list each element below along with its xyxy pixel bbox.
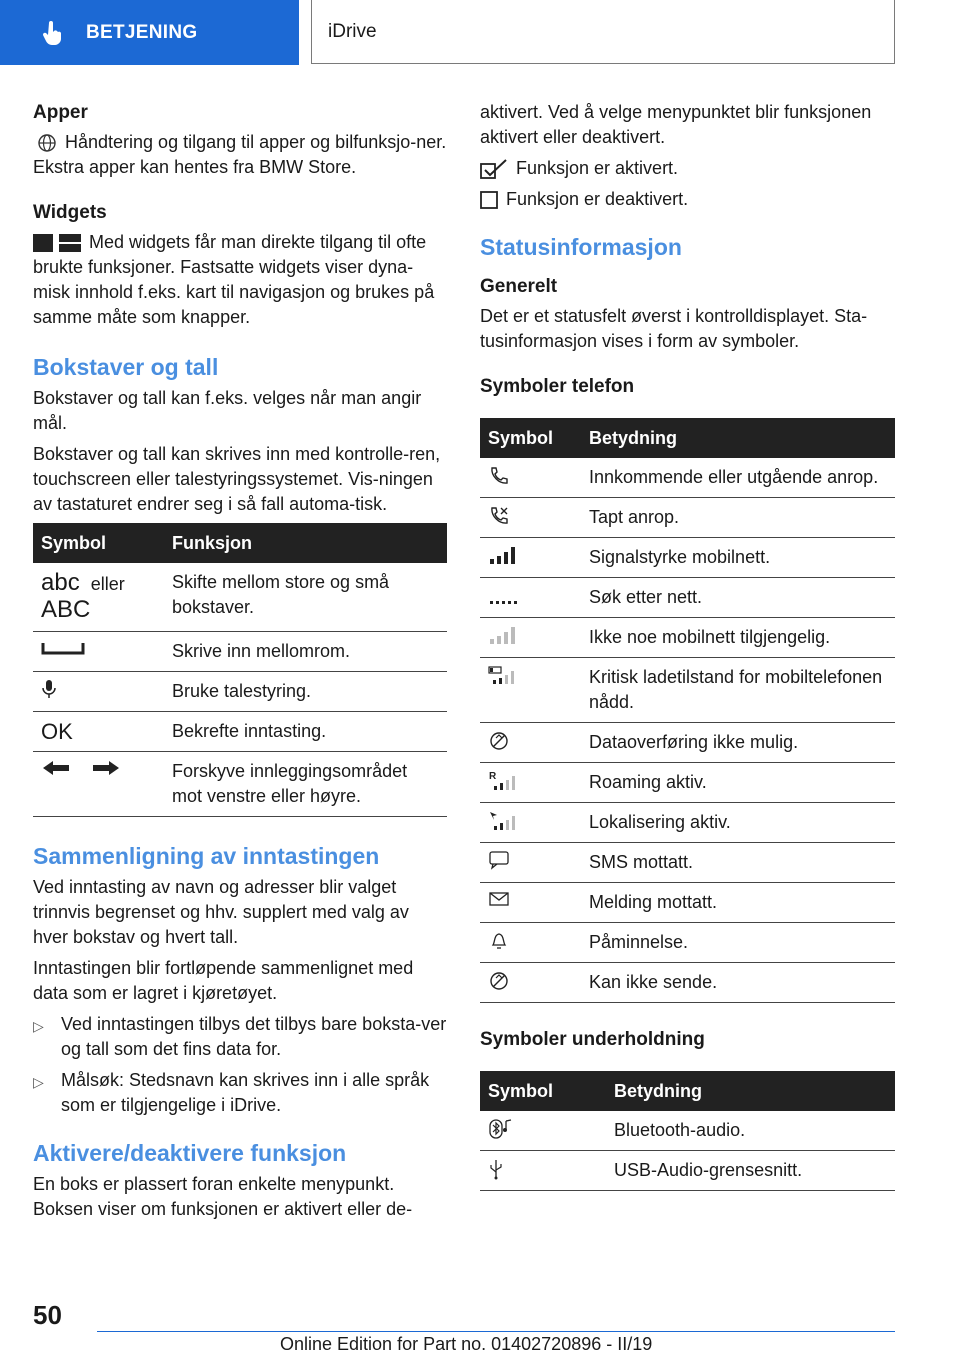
row-text: Bruke talestyring. bbox=[164, 672, 447, 712]
row-text: Forskyve innleggingsområdet mot venstre eller høyre. bbox=[164, 752, 447, 817]
phone-symbols-table bbox=[480, 418, 895, 1003]
general-paragraph: Det er et statusfelt øverst i kontrolldisplayet. Sta-tusinformasjon vises i form av symboler. bbox=[480, 306, 868, 351]
col-symbol: Symbol bbox=[33, 523, 164, 563]
checkbox-checked-icon bbox=[480, 159, 508, 179]
inactive-line: Funksjon er deaktivert. bbox=[480, 187, 895, 212]
activate-heading: Aktivere/deaktivere funksjon bbox=[33, 1140, 347, 1166]
bluetooth-audio-icon bbox=[488, 1118, 514, 1140]
send-failed-icon bbox=[488, 970, 510, 992]
row-text: Skifte mellom store og små bokstaver. bbox=[164, 563, 447, 632]
table-row: Innkommende eller utgående anrop. bbox=[480, 458, 895, 498]
apps-globe-icon bbox=[37, 133, 57, 153]
low-battery-icon bbox=[488, 665, 520, 685]
table-row: Bluetooth-audio. bbox=[480, 1111, 895, 1151]
right-column bbox=[480, 100, 895, 1191]
triangle-bullet-icon: ▷ bbox=[33, 1018, 44, 1034]
page-number: 50 bbox=[33, 1300, 62, 1330]
widgets-icon bbox=[33, 234, 81, 252]
widgets-paragraph: Med widgets får man direkte tilgang til ofte brukte funksjoner. Fastsatte widgets viser dyna-misk innhold f.eks. kart til navigasjon og brukes på samme måte som knapper. bbox=[33, 232, 435, 327]
sms-icon bbox=[488, 850, 510, 870]
table-row: Kritisk ladetilstand for mobiltelefonen nådd. bbox=[480, 658, 895, 723]
table-row bbox=[33, 672, 447, 712]
triangle-bullet-icon: ▷ bbox=[33, 1074, 44, 1090]
envelope-icon bbox=[488, 890, 510, 908]
table-row: Dataoverføring ikke mulig. bbox=[480, 723, 895, 763]
checkbox-empty-icon bbox=[480, 191, 498, 209]
bell-icon bbox=[488, 930, 510, 950]
compare-p1: Ved inntasting av navn og adresser blir valget trinnvis begrenset og hhv. supplert med valg av hver bokstav og hvert tall. bbox=[33, 877, 409, 947]
table-row bbox=[33, 712, 447, 752]
row-text: Bekrefte inntasting. bbox=[164, 712, 447, 752]
active-line: Funksjon er aktivert. bbox=[480, 156, 895, 181]
col-meaning: Betydning bbox=[581, 418, 895, 458]
chapter-box bbox=[311, 0, 895, 64]
phone-call-icon bbox=[488, 465, 510, 487]
letters-p1: Bokstaver og tall kan f.eks. velges når man angir mål. bbox=[33, 388, 422, 433]
no-network-icon bbox=[488, 625, 518, 645]
row-text: Skrive inn mellomrom. bbox=[164, 632, 447, 672]
table-row bbox=[33, 752, 447, 817]
table-row: Melding mottatt. bbox=[480, 883, 895, 923]
footer-edition: Online Edition for Part no. 01402720896 - II/19 bbox=[280, 1334, 653, 1354]
general-heading: Generelt bbox=[480, 276, 558, 297]
arrow-left-right-icon bbox=[41, 759, 121, 777]
letters-heading: Bokstaver og tall bbox=[33, 354, 219, 380]
entertainment-symbols-table bbox=[480, 1071, 895, 1191]
entertainment-heading: Symboler underholdning bbox=[480, 1029, 705, 1050]
col-symbol: Symbol bbox=[480, 1071, 606, 1111]
table-row: Signalstyrke mobilnett. bbox=[480, 538, 895, 578]
missed-call-icon bbox=[488, 505, 510, 527]
signal-strength-icon bbox=[488, 545, 518, 565]
table-row: Tapt anrop. bbox=[480, 498, 895, 538]
letters-table bbox=[33, 523, 447, 817]
widgets-heading: Widgets bbox=[33, 202, 107, 223]
footer-divider bbox=[97, 1331, 895, 1332]
ok-icon: OK bbox=[33, 712, 164, 752]
apps-heading: Apper bbox=[33, 102, 88, 123]
left-column bbox=[33, 100, 447, 1228]
table-row: Lokalisering aktiv. bbox=[480, 803, 895, 843]
table-row bbox=[33, 632, 447, 672]
list-item: ▷ Ved inntastingen tilbys det tilbys bare boksta-ver og tall som det fins data for. bbox=[33, 1012, 447, 1062]
col-function: Funksjon bbox=[164, 523, 447, 563]
chapter-title: iDrive bbox=[328, 20, 377, 42]
svg-text:R: R bbox=[489, 771, 497, 782]
status-heading: Statusinformasjon bbox=[480, 234, 682, 260]
table-row: Søk etter nett. bbox=[480, 578, 895, 618]
section-title: BETJENING bbox=[86, 21, 198, 43]
table-row bbox=[33, 563, 447, 632]
activate-paragraph: En boks er plassert foran enkelte menypunkt. Boksen viser om funksjonen er aktivert eller de- bbox=[33, 1174, 413, 1219]
network-search-icon bbox=[488, 585, 518, 605]
abc-icon: abc eller ABC bbox=[33, 563, 164, 632]
microphone-icon bbox=[41, 679, 57, 699]
table-row: R Roaming aktiv. bbox=[480, 763, 895, 803]
compare-p2: Inntastingen blir fortløpende sammenlignet med data som er lagret i kjøretøyet. bbox=[33, 958, 414, 1003]
continued-paragraph: aktivert. Ved å velge menypunktet blir funksjonen aktivert eller deaktivert. bbox=[480, 102, 872, 147]
table-row: SMS mottatt. bbox=[480, 843, 895, 883]
location-icon bbox=[488, 810, 520, 832]
roaming-icon bbox=[488, 770, 520, 792]
list-item: ▷ Målsøk: Stedsnavn kan skrives inn i alle språk som er tilgjengelige i iDrive. bbox=[33, 1068, 447, 1118]
hand-pointer-icon bbox=[40, 20, 66, 46]
usb-icon bbox=[488, 1158, 504, 1180]
col-meaning: Betydning bbox=[606, 1071, 895, 1111]
table-row: Ikke noe mobilnett tilgjengelig. bbox=[480, 618, 895, 658]
col-symbol: Symbol bbox=[480, 418, 581, 458]
letters-p2: Bokstaver og tall kan skrives inn med kontrolle-ren, touchscreen eller talestyringssystemet. Vis-ningen av tastaturet endrer seg i så fall automa-tisk. bbox=[33, 444, 441, 514]
no-data-icon bbox=[488, 730, 510, 752]
apps-paragraph: Håndtering og tilgang til apper og bilfunksjo-ner. Ekstra apper kan hentes fra BMW Store. bbox=[33, 132, 447, 177]
compare-heading: Sammenligning av inntastingen bbox=[33, 843, 380, 869]
space-bar-icon bbox=[41, 639, 85, 657]
table-row: Påminnelse. bbox=[480, 923, 895, 963]
table-row: Kan ikke sende. bbox=[480, 963, 895, 1003]
phone-heading: Symboler telefon bbox=[480, 376, 635, 397]
section-tab bbox=[0, 0, 299, 65]
table-row: USB-Audio-grensesnitt. bbox=[480, 1151, 895, 1191]
